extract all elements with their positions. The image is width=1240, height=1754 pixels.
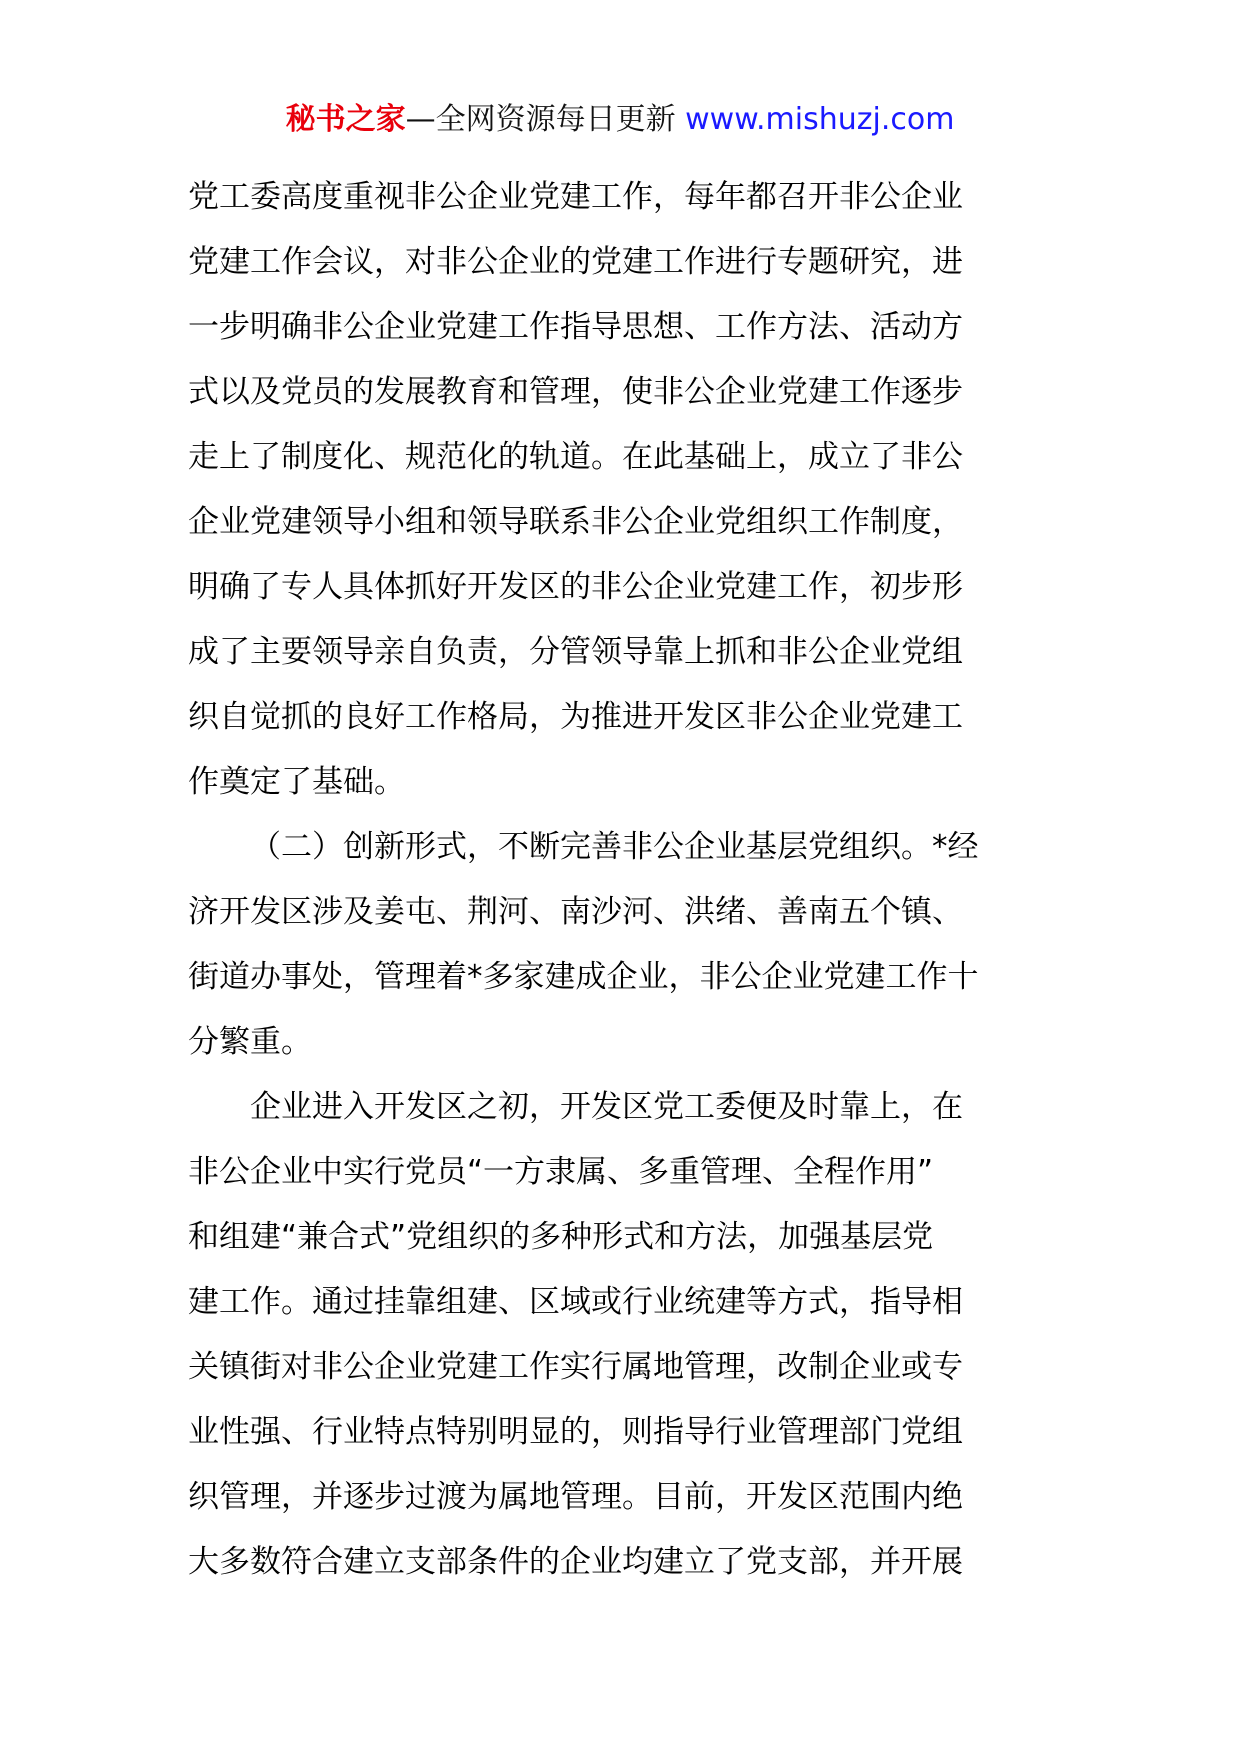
text-line: 党工委高度重视非公企业党建工作，每年都召开非公企业 [188,179,963,215]
text-line: 企业党建领导小组和领导联系非公企业党组织工作制度， [188,504,963,540]
text-line: 走上了制度化、规范化的轨道。在此基础上，成立了非公 [188,439,963,475]
text-line: 一步明确非公企业党建工作指导思想、工作方法、活动方 [188,309,963,345]
text-line: 织自觉抓的良好工作格局，为推进开发区非公企业党建工 [188,699,963,735]
text-line: 党建工作会议，对非公企业的党建工作进行专题研究，进 [188,244,963,280]
text-line: 关镇街对非公企业党建工作实行属地管理，改制企业或专 [188,1349,963,1385]
header-tagline: —全网资源每日更新 [405,102,676,137]
text-line: 建工作。通过挂靠组建、区域或行业统建等方式，指导相 [188,1284,963,1320]
text-line: 业性强、行业特点特别明显的，则指导行业管理部门党组 [188,1414,963,1450]
text-line: 分繁重。 [188,1024,312,1060]
section-heading-line: （二）创新形式，不断完善非公企业基层党组织。*经 [250,829,979,865]
paragraph-start-line: 企业进入开发区之初，开发区党工委便及时靠上，在 [250,1089,963,1125]
document-body [188,165,1048,1595]
text-line: 大多数符合建立支部条件的企业均建立了党支部，并开展 [188,1544,963,1580]
brand-name: 秘书之家 [285,102,406,137]
text-line: 济开发区涉及姜屯、荆河、南沙河、洪绪、善南五个镇、 [188,894,963,930]
text-line: 街道办事处，管理着*多家建成企业，非公企业党建工作十 [188,959,979,995]
text-line: 非公企业中实行党员“一方隶属、多重管理、全程作用” [188,1154,934,1190]
website-link[interactable]: www.mishuzj.com [685,102,955,137]
text-line: 和组建“兼合式”党组织的多种形式和方法，加强基层党 [188,1219,934,1255]
page-header [0,100,1240,140]
text-line: 明确了专人具体抓好开发区的非公企业党建工作，初步形 [188,569,963,605]
text-line: 织管理，并逐步过渡为属地管理。目前，开发区范围内绝 [188,1479,963,1515]
text-line: 作奠定了基础。 [188,764,405,800]
text-line: 成了主要领导亲自负责，分管领导靠上抓和非公企业党组 [188,634,963,670]
text-line: 式以及党员的发展教育和管理，使非公企业党建工作逐步 [188,374,963,410]
